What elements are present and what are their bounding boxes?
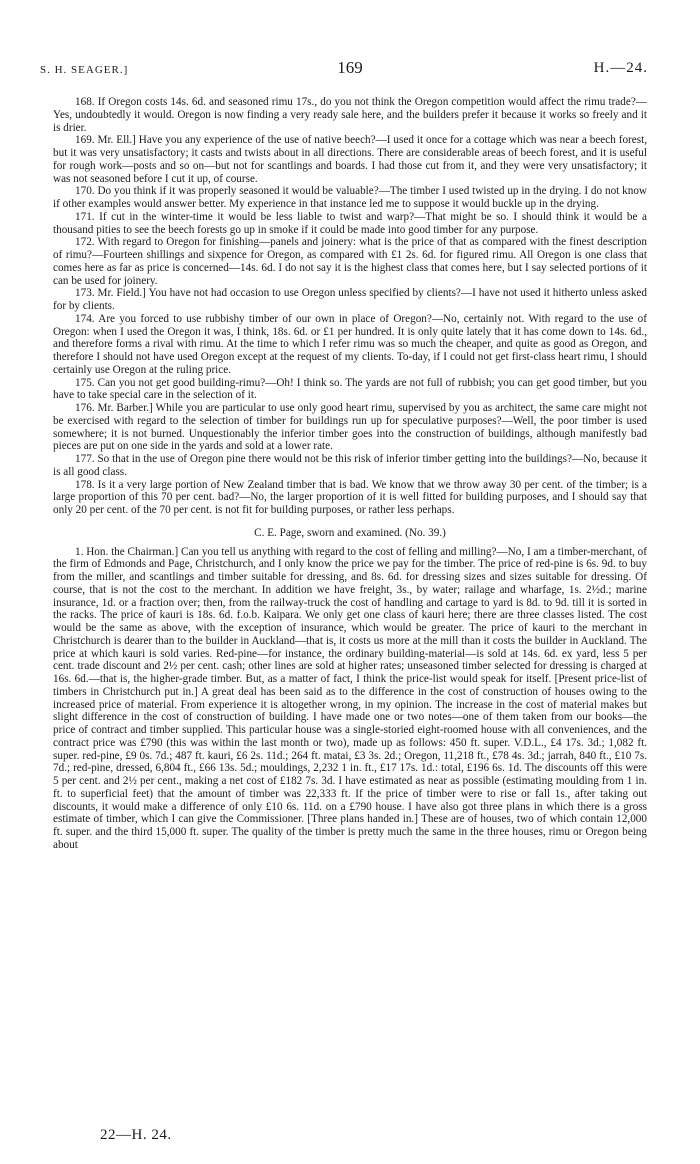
header-witness-name: S. H. SEAGER.]: [40, 64, 129, 76]
paragraph: 1. Hon. the Chairman.] Can you tell us anything with regard to the cost of felling and milling?—No, I am a timber-merchant, of the firm of Edmonds and Page, Christchurch, and I only know the price we pay for the timber. The price of red-pine is 6s. 9d. to buy from the miller, and scantlings and timber suitable for dressing, and 8s. 6d. for dressing sizes and sizes suitable for dressing. Of course, that is not the cost to the merchant. In addition we have freight, 3s., by water; railage and wharfage, 1s. 2½d.; marine insurance, 1d. or a fraction over; then, from the railway-truck the cost of handling and cartage to yard is 8d. to 9d. till it is sorted in the racks. The price of kauri is 18s. 6d. f.o.b. Kaipara. We only get one class of kauri here; there are three classes listed. The cost would be the same as above, with the exception of insurance, which would be greater. The price of kauri to the merchant in Christchurch is dearer than to the builder in Auckland—that is, it costs us more at the mill than it costs the builder in Auckland. The price at which kauri is sold varies. Red-pine—for instance, the ordinary building-material—is sold at 14s. 6d. ex yard, less 5 per cent. trade discount and 2½ per cent. cash; other lines are sold at higher rates; unseasoned timber selected for dressing is charged at 16s. 6d.—that is, the higher-grade timber. But, as a matter of fact, I think the price-list would speak for itself. [Present price-list of timbers in Christchurch put in.] A great deal has been said as to the difference in the cost of construction of houses owing to the increased price of material. From experience it is altogether wrong, in my opinion. The increase in the cost of material makes but slight difference in the cost of construction of building. I have made one or two notes—one of them taken from our books—the price of contract and timber supplied. This particular house was a single-storied eight-roomed house with all conveniences, and the contract price was £790 (this was within the last month or two), made up as follows: 450 ft. super. V.D.L., £4 17s. 3d.; 1,082 ft. super. red-pine, £9 0s. 7d.; 487 ft. kauri, £6 2s. 11d.; 264 ft. matai, £3 3s. 2d.; Oregon, 11,218 ft., £78 4s. 3d.; jarrah, 840 ft., £10 7s. 7d.; red-pine, dressed, 6,804 ft., £66 13s. 5d.; mouldings, 2,232 1 in. ft., £17 17s. 1d.: total, £196 6s. 1d. The discounts off this were 5 per cent. and 2½ per cent., making a net cost of £182 7s. 3d. I have estimated as near as possible (estimating moulding from 1 in. ft. to superficial feet) that the amount of timber was 22,333 ft. If the price of timber were to rise or fall 1s., after taking out discounts, it would make a difference of only £10 6s. 11d. on a £790 house. I have also got three plans in which there is a gross estimate of timber, which I can give the Commissioner. [Three plans handed in.] These are of houses, two of which contain 12,000 ft. super. and the third 15,000 ft. super. The quality of the timber is pretty much the same in the three houses, rimu or Oregon being about: [53, 545, 647, 851]
witness-heading: C. E. Page, sworn and examined. (No. 39.): [254, 526, 446, 539]
document-reference: H.—24.: [593, 60, 648, 76]
paragraph: 171. If cut in the winter-time it would be less liable to twist and warp?—That might be so. I should think it would be a thousand pities to see the beech forests go up in smoke if it could be made into good timber for any purpose.: [53, 210, 647, 236]
page-footer: 22—H. 24.: [100, 1127, 172, 1143]
paragraph: 170. Do you think if it was properly seasoned it would be valuable?—The timber I used twisted up in the drying. I do not know if other examples would answer better. My experience in that instance led me to suppose it would buckle up in the drying.: [53, 185, 647, 210]
paragraph: 173. Mr. Field.] You have not had occasion to use Oregon unless specified by clients?—I have not used it hitherto unless asked for by clients.: [53, 287, 647, 312]
paragraph: 175. Can you not get good building-rimu?—Oh! I think so. The yards are not full of rubbish; you can get good timber, but you have to take special care in the selection of it.: [53, 376, 647, 402]
paragraph: 177. So that in the use of Oregon pine there would not be this risk of inferior timber getting into the buildings?—No, because it is all good class.: [53, 453, 647, 478]
paragraph: 178. Is it a very large portion of New Zealand timber that is bad. We know that we throw away 30 per cent. of the timber; is a large proportion of this 70 per cent. bad?—No, the larger proportion of it is well fitted for building purposes, and I should say that only 20 per cent. of the 70 per cent. is not fit for building purposes, or rather less perhaps.: [53, 478, 647, 516]
paragraph: 174. Are you forced to use rubbishy timber of our own in place of Oregon?—No, certainly not. With regard to the use of Oregon: when I used the Oregon it was, I think, 18s. 6d. or £1 per hundred. It is only quite lately that it has come down to 14s. 6d., and therefore forms a rival with rimu. At the time to which I refer rimu was so much the cheaper, and quite as good as Oregon, and therefore I should not have used Oregon except at the request of my clients. To-day, if I could not get first-class heart rimu, I should certainly use Oregon at the ruling price.: [53, 312, 647, 376]
paragraph: 176. Mr. Barber.] While you are particular to use only good heart rimu, supervised by you as architect, the same care might not be exercised with regard to the selection of timber for buildings run up for speculative purposes?—Well, the poor timber is used somewhere; it is not burned. Unquestionably the inferior timber goes into the construction of buildings, although manifestly bad pieces are put on one side in the yards and sold at a lower rate.: [53, 402, 647, 453]
paragraph: 168. If Oregon costs 14s. 6d. and seasoned rimu 17s., do you not think the Oregon competition would affect the rimu trade?—Yes, undoubtedly it would. Oregon is now finding a very ready sale here, and the builders prefer it because it works so freely and it is drier.: [53, 96, 647, 134]
paragraph: 172. With regard to Oregon for finishing—panels and joinery: what is the price of that as compared with the finest description of rimu?—Fourteen shillings and sixpence for Oregon, as compared with £1 2s. 6d. for figured rimu. All Oregon is one class that comes here as far as price is concerned—14s. 6d. I do not say it is the highest class that comes here, but I say selected portions of it can be used for joinery.: [53, 236, 647, 287]
page-number: 169: [337, 58, 363, 77]
document-body: [53, 96, 647, 852]
paragraph: 169. Mr. Ell.] Have you any experience of the use of native beech?—I used it once for a cottage which was near a beech forest, but it was very unsatisfactory; it casts and twists about in all directions. There are considerable areas of beech forest, and it is useful for rough work—posts and so on—but not for scantlings and boards. I had those cut from it, and they were very unsatisfactory; it was not seasoned before I cut it up, of course.: [53, 134, 647, 185]
